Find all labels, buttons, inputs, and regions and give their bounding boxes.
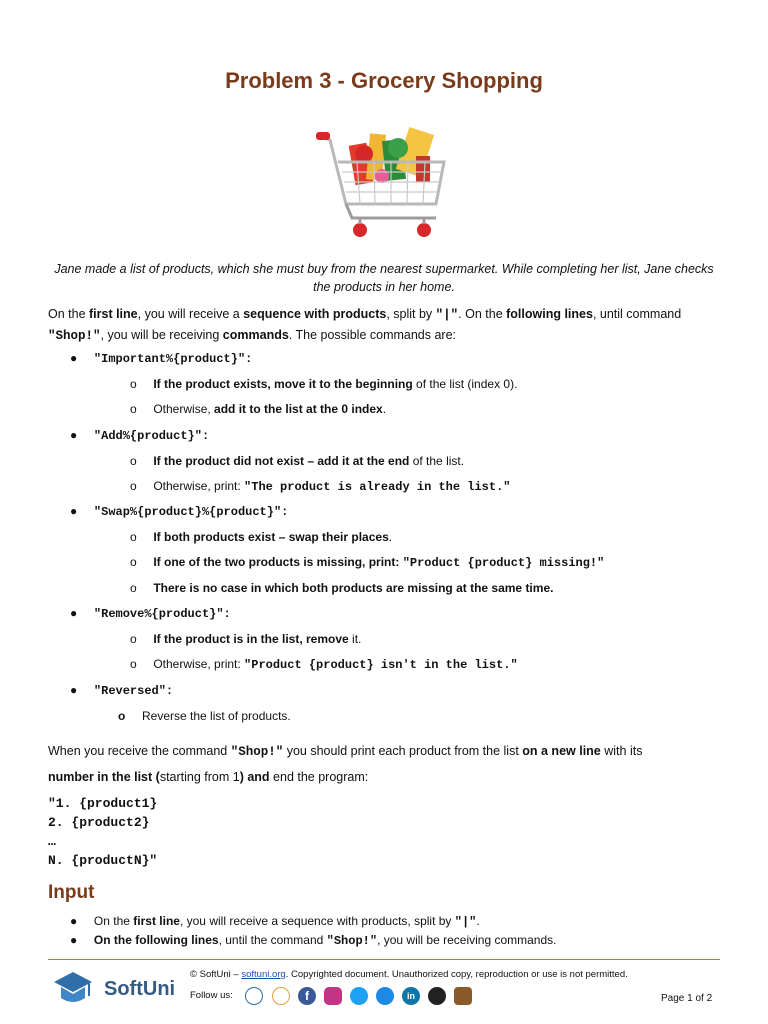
command-rule: o If the product is in the list, remove it. — [130, 632, 362, 646]
page-number: Page 1 of 2 — [661, 993, 713, 1004]
softuni-link[interactable]: softuni.org — [241, 969, 286, 980]
command-rule: o If one of the two products is missing, print: "Product {product} missing!" — [130, 555, 605, 570]
output-example: "1. {product1} 2. {product2} … N. {productN}" — [48, 796, 158, 868]
softuni-logo[interactable] — [52, 970, 182, 1008]
follow-us-label: Follow us: — [190, 990, 233, 1001]
shopping-cart-image — [312, 126, 458, 244]
facebook-icon[interactable]: f — [298, 987, 316, 1005]
command-rule: o There is no case in which both products are missing at the same time. — [130, 581, 554, 595]
instagram-icon[interactable] — [324, 987, 342, 1005]
copyright-text: © SoftUni – softuni.org. Copyrighted document. Unauthorized copy, reproduction or use is not permitted. — [190, 969, 628, 980]
command-item: ● "Reversed": — [70, 683, 174, 698]
command-rule: o Otherwise, print: "Product {product} isn't in the list." — [130, 657, 518, 672]
podcast-icon[interactable] — [454, 987, 472, 1005]
linkedin-icon[interactable]: in — [402, 987, 420, 1005]
description-paragraph: On the first line, you will receive a sequence with products, split by "|". On the following lines, until command "Shop!", you will be receiving commands. The possible commands are: — [48, 307, 682, 343]
softuni-ai-icon[interactable] — [272, 987, 290, 1005]
command-item: ● "Important%{product}": — [70, 351, 253, 366]
input-heading: Input — [48, 882, 95, 903]
softuni-icon[interactable] — [245, 987, 263, 1005]
command-item: ● "Add%{product}": — [70, 428, 210, 443]
softuni-logo-icon — [52, 970, 94, 1008]
intro-text: Jane made a list of products, which she must buy from the nearest supermarket. While completing her list, Jane checks the products in her home. — [54, 262, 714, 294]
github-icon[interactable] — [428, 987, 446, 1005]
command-rule: o If both products exist – swap their places. — [130, 530, 393, 544]
command-item: ● "Swap%{product}%{product}": — [70, 504, 289, 519]
command-item: ● "Remove%{product}": — [70, 606, 231, 621]
output-paragraph: When you receive the command "Shop!" you should print each product from the list on a new line with its number in the list (starting from 1) and end the program: — [48, 744, 643, 784]
footer-divider — [48, 959, 720, 960]
page-title: Problem 3 - Grocery Shopping — [225, 68, 543, 93]
command-rule: o If the product exists, move it to the beginning of the list (index 0). — [130, 377, 518, 391]
input-bullet: ● On the following lines, until the command "Shop!", you will be receiving commands. — [70, 933, 557, 948]
command-rule: o Reverse the list of products. — [118, 709, 291, 723]
command-rule: o Otherwise, add it to the list at the 0 index. — [130, 402, 387, 416]
input-bullet: ● On the first line, you will receive a sequence with products, split by "|". — [70, 914, 480, 929]
command-rule: o Otherwise, print: "The product is already in the list." — [130, 479, 511, 494]
youtube-icon[interactable] — [376, 987, 394, 1005]
softuni-logo-text: SoftUni — [104, 978, 176, 1000]
command-rule: o If the product did not exist – add it at the end of the list. — [130, 454, 465, 468]
twitter-icon[interactable] — [350, 987, 368, 1005]
